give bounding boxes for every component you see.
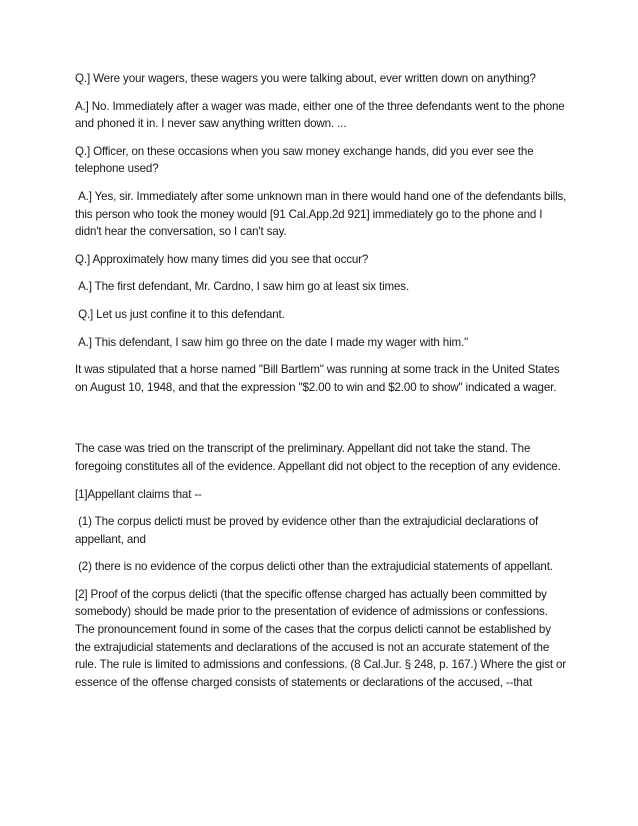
paragraph-a-unknown-man: A.] Yes, sir. Immediately after some unknown man in there would hand one of the defendants bills, this person who took the money would [91 Cal.App.2d 921] immediately go to the phone and I didn't hear the conversation, so I can't say. bbox=[75, 189, 570, 239]
paragraph-a-three-times: A.] This defendant, I saw him go three on the date I made my wager with him." bbox=[75, 335, 469, 349]
paragraph-claim-1: (1) The corpus delicti must be proved by evidence other than the extrajudicial declarations of appellant, and bbox=[75, 515, 542, 546]
paragraph-q-telephone-used: Q.] Officer, on these occasions when you saw money exchange hands, did you ever see the telephone used? bbox=[75, 144, 534, 176]
paragraph-q-confine: Q.] Let us just confine it to this defendant. bbox=[75, 307, 285, 321]
paragraph-corpus-delicti: [2] Proof of the corpus delicti (that the specific offense charged has actually been committed by somebody) should be made prior to the presentation of evidence of admissions or confessions. The pronouncement found in some of the cases that the corpus delicti cannot be established by the extrajudicial statements and declarations of the accused is not an accurate statement of the rule. The rule is limited to admissions and confessions. (8 Cal.Jur. § 248, p. 167.) Where the gist or essence of the offense charged consists of statements or declarations of the accused, --that bbox=[75, 587, 566, 689]
paragraph-case-tried: The case was tried on the transcript of the preliminary. Appellant did not take the stand. The foregoing constitutes all of the evidence. Appellant did not object to the reception of any evidence. bbox=[75, 442, 561, 473]
paragraph-q-wagers-written: Q.] Were your wagers, these wagers you were talking about, ever written down on anything? bbox=[75, 72, 536, 85]
paragraph-claim-2: (2) there is no evidence of the corpus delicti other than the extrajudicial statements of appellant. bbox=[75, 560, 553, 574]
section-gap bbox=[75, 406, 567, 440]
document-page bbox=[75, 70, 570, 701]
paragraph-stipulation: It was stipulated that a horse named "Bill Bartlem" was running at some track in the United States on August 10, 1948, and that the expression "$2.00 to win and $2.00 to show" indicated a wager. bbox=[75, 363, 560, 394]
paragraph-a-six-times: A.] The first defendant, Mr. Cardno, I saw him go at least six times. bbox=[75, 280, 410, 294]
paragraph-a-phoned-in: A.] No. Immediately after a wager was made, either one of the three defendants went to the phone and phoned it in. I never saw anything written down. ... bbox=[75, 99, 565, 131]
paragraph-appellant-claims: [1]Appellant claims that -- bbox=[75, 487, 202, 501]
paragraph-q-how-many-times: Q.] Approximately how many times did you see that occur? bbox=[75, 252, 369, 266]
